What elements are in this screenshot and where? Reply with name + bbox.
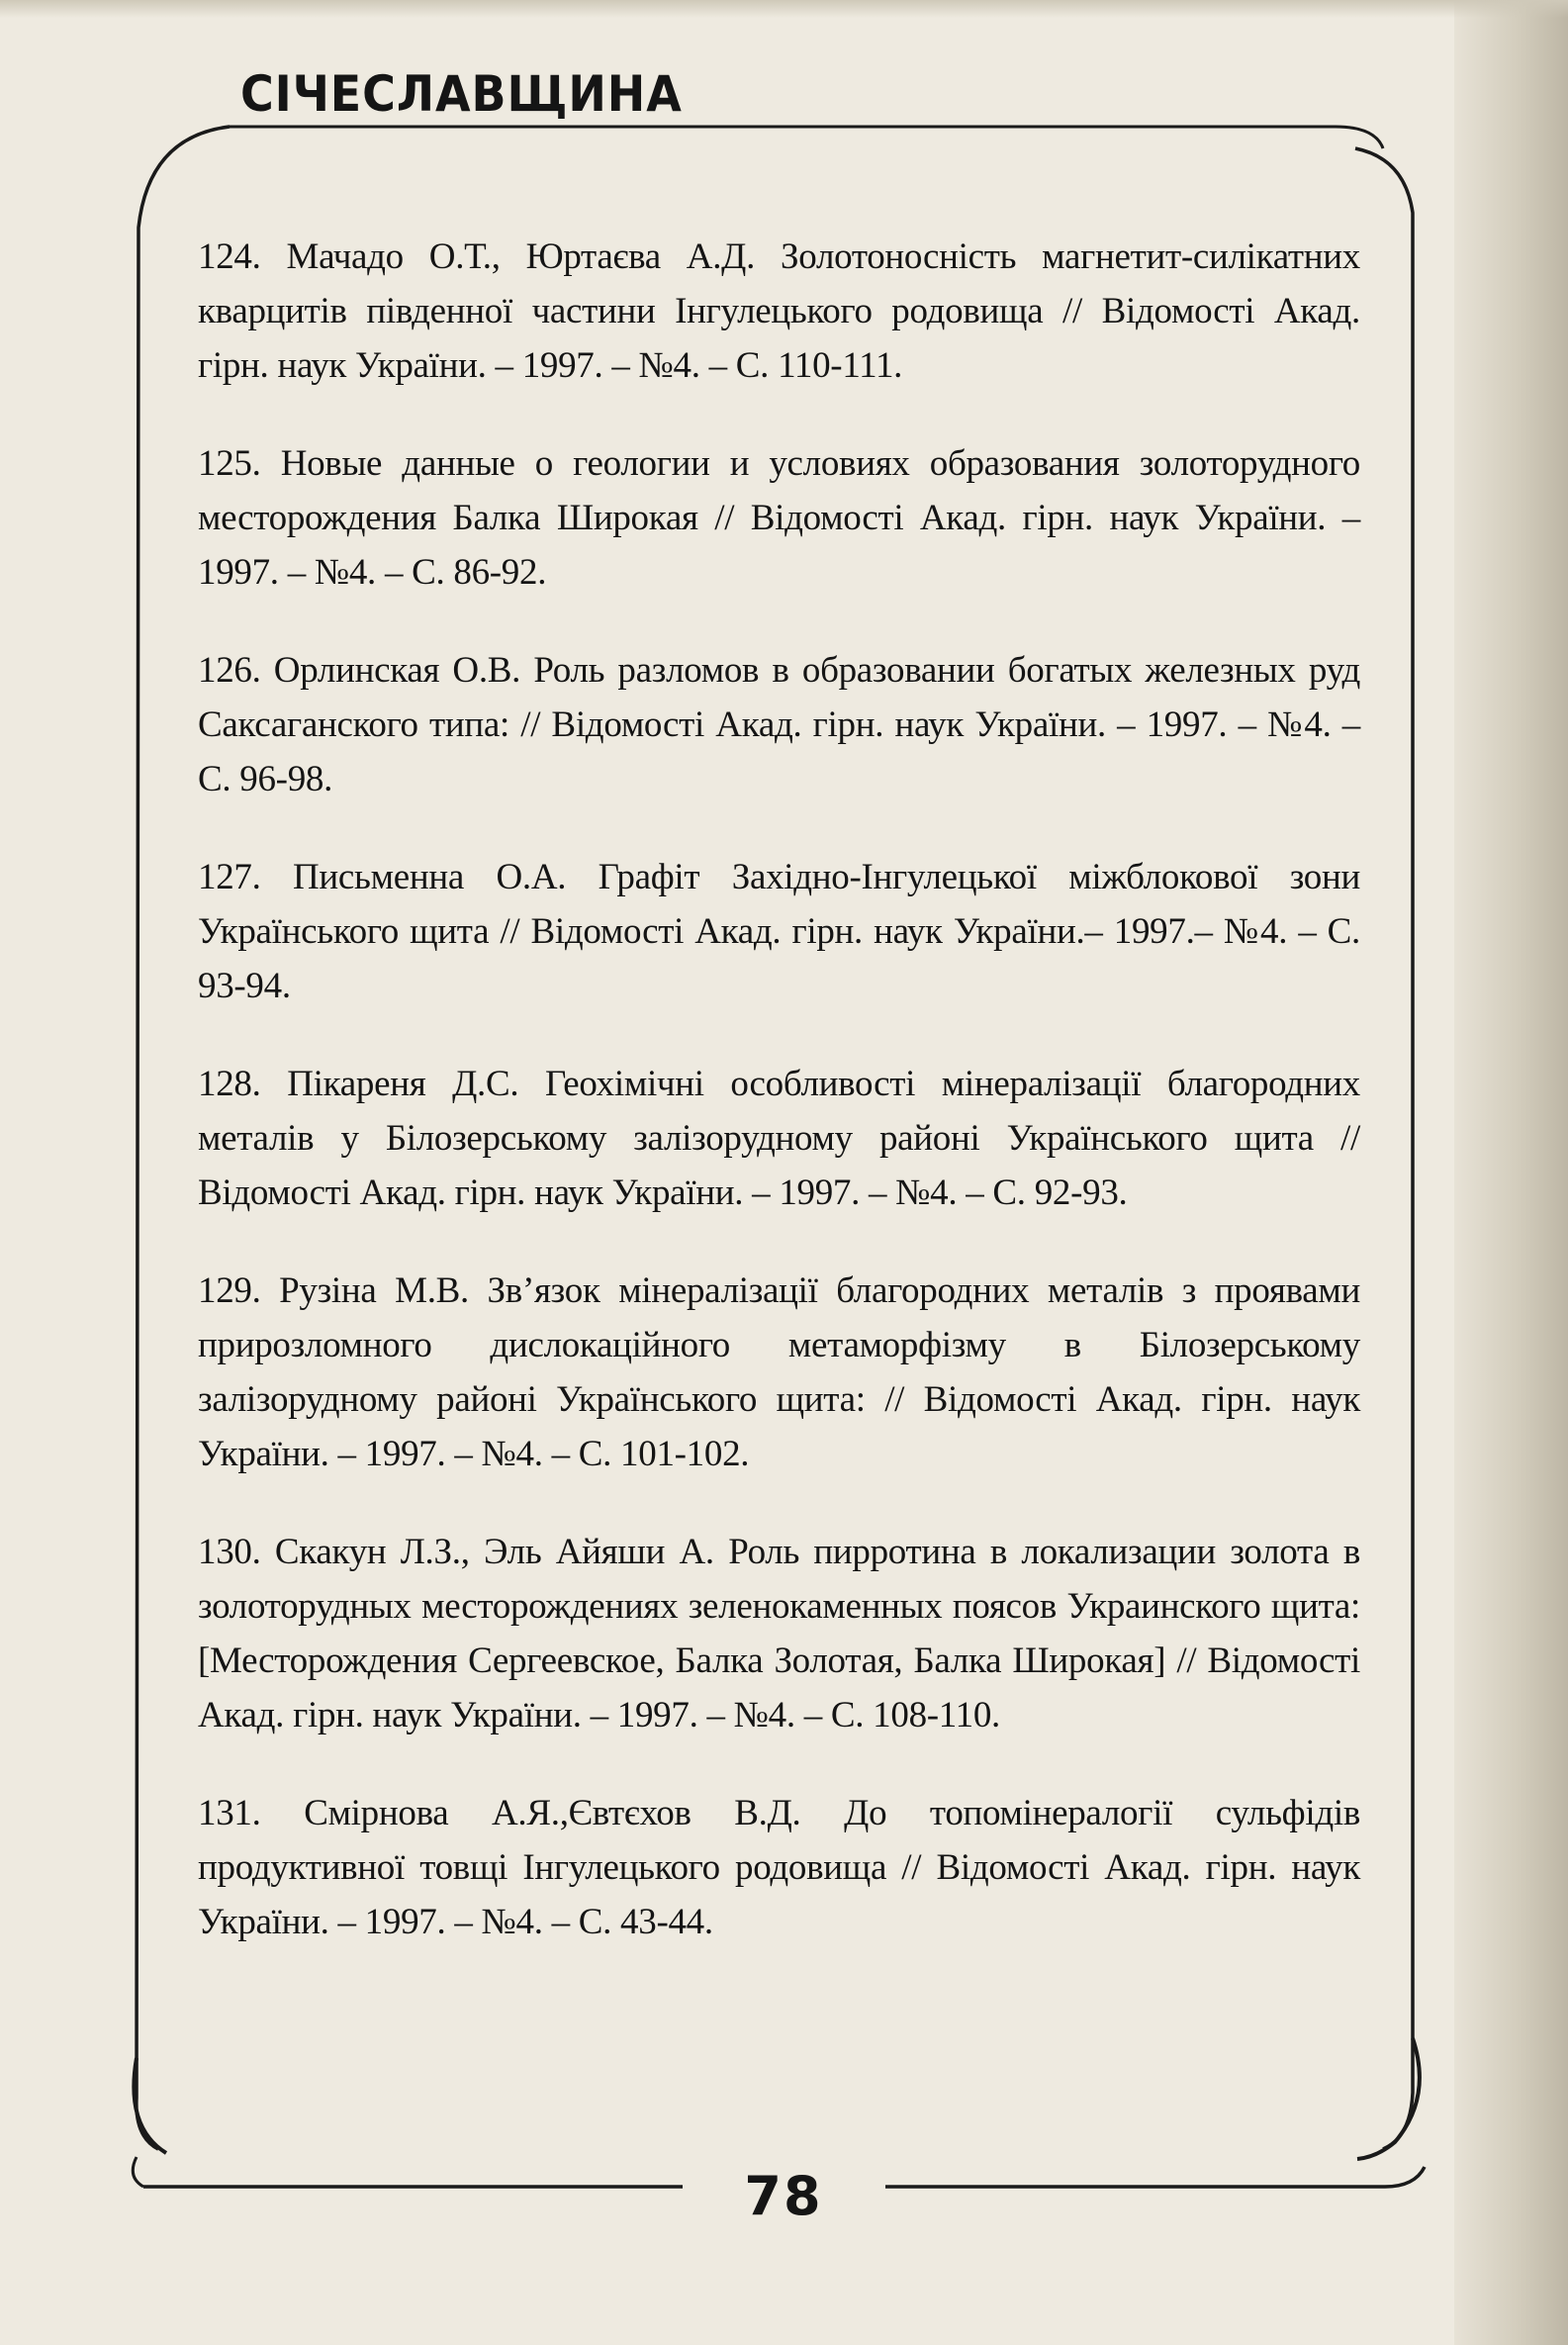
bibliography-entry: 125. Новые данные о геологии и условиях образования золоторудного месторождения Балка Широкая // Відомості Акад. гірн. наук України. – 1997. – №4. – С. 86-92. bbox=[198, 443, 1360, 593]
bibliography-entry: 130. Скакун Л.З., Эль Айяши А. Роль пирротина в локализации золота в золоторудных месторождениях зеленокаменных поясов Украинского щита: [Месторождения Сергеевское, Балка Золотая, Балка Широкая] // Відомості Акад. гірн. наук України. – 1997. – №4. – С. 108-110. bbox=[198, 1532, 1360, 1735]
bibliography-entry: 128. Пікареня Д.С. Геохімічні особливості мінералізації благородних металів у Білозерському залізорудному районі Українського щита // Відомості Акад. гірн. наук України. – 1997. – №4. – С. 92-93. bbox=[198, 1064, 1360, 1213]
bibliography-entry: 124. Мачадо О.Т., Юртаєва А.Д. Золотоносність магнетит-силікатних кварцитів південної частини Інгулецького родовища // Відомості Акад. гірн. наук України. – 1997. – №4. – С. 110-111. bbox=[198, 236, 1360, 386]
bibliography-entry: 127. Письменна О.А. Графіт Західно-Інгулецької міжблокової зони Українського щита // Відомості Акад. гірн. наук України.– 1997.– №4. – С. 93-94. bbox=[198, 857, 1360, 1006]
bibliography-entry: 129. Рузіна М.В. Зв’язок мінералізації благородних металів з проявами прирозломного дислокаційного метаморфізму в Білозерському залізорудному районі Українського щита: // Відомості Акад. гірн. наук України. – 1997. – №4. – С. 101-102. bbox=[198, 1270, 1360, 1474]
bibliography-entry: 131. Смірнова А.Я.,Євтєхов В.Д. До топомінералогії сульфідів продуктивної товщі Інгулецького родовища // Відомості Акад. гірн. наук України. – 1997. – №4. – С. 43-44. bbox=[198, 1793, 1360, 1942]
header-title: СІЧЕСЛАВЩИНА bbox=[240, 65, 683, 123]
page-number: 78 bbox=[704, 2167, 863, 2226]
bibliography-entry: 126. Орлинская О.В. Роль разломов в образовании богатых железных руд Саксаганского типа: // Відомості Акад. гірн. наук України. – 1997. – №4. – С. 96-98. bbox=[198, 650, 1360, 799]
bibliography-list bbox=[198, 230, 1360, 1993]
